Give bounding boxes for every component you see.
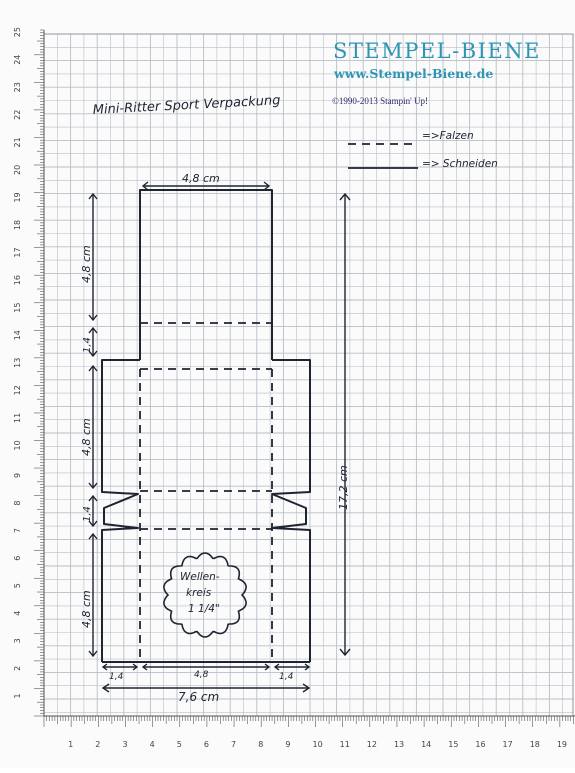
- grid-paper: [44, 34, 573, 716]
- ruler-label: 1: [68, 740, 74, 749]
- brand-name: STEMPEL-BIENE: [333, 39, 541, 63]
- ruler-label: 3: [122, 740, 128, 749]
- ruler-label: 13: [393, 740, 405, 749]
- ruler-label: 7: [231, 740, 237, 749]
- ruler-label: 14: [421, 740, 432, 749]
- cut-right-flaps: [272, 360, 310, 662]
- punch-label-2: kreis: [186, 587, 212, 599]
- grid-border: [44, 34, 573, 716]
- ruler-label: 8: [13, 500, 22, 506]
- ruler-label: 3: [13, 638, 22, 644]
- label-panel-2: 4,8 cm: [80, 418, 93, 456]
- label-strip-2: 1,4: [82, 506, 93, 522]
- label-bottom-left: 1,4: [109, 672, 124, 682]
- ruler-label: 20: [13, 164, 22, 175]
- ruler-label: 12: [366, 740, 377, 749]
- ruler-label: 15: [13, 302, 22, 313]
- copyright: ©1990-2013 Stampin' Up!: [332, 96, 428, 106]
- ruler-label: 11: [339, 740, 350, 749]
- label-panel-1: 4,8 cm: [80, 245, 93, 283]
- label-strip-1: 1,4: [82, 337, 93, 353]
- ruler-label: 24: [13, 54, 22, 65]
- legend-cut-label: => Schneiden: [422, 158, 498, 170]
- ruler-label: 15: [448, 740, 459, 749]
- ruler-label: 7: [13, 528, 22, 534]
- ruler-label: 4: [149, 740, 155, 749]
- page-title: Mini-Ritter Sport Verpackung: [92, 93, 281, 118]
- legend-fold-label: =>Falzen: [422, 130, 474, 142]
- ruler-label: 9: [13, 472, 22, 479]
- label-top-width: 4,8 cm: [182, 172, 220, 185]
- ruler-label: 22: [13, 109, 22, 120]
- ruler-label: 21: [13, 137, 22, 148]
- ruler-label: 2: [13, 665, 22, 671]
- cut-left-flaps: [102, 360, 140, 662]
- label-bottom-total: 7,6 cm: [178, 690, 220, 704]
- ruler-label: 6: [203, 740, 209, 749]
- ruler-label: 6: [13, 555, 22, 561]
- label-bottom-right: 1,4: [279, 672, 294, 682]
- ruler-label: 19: [556, 740, 568, 749]
- ruler-label: 17: [13, 247, 22, 258]
- ruler-label: 4: [13, 610, 22, 616]
- ruler-label: 2: [95, 740, 101, 749]
- bottom-ruler: [44, 716, 575, 749]
- ruler-label: 17: [502, 740, 513, 749]
- brand-url: www.Stempel-Biene.de: [334, 66, 494, 81]
- ruler-label: 9: [285, 740, 291, 749]
- ruler-label: 12: [13, 385, 22, 396]
- ruler-label: 25: [13, 27, 22, 38]
- ruler-label: 14: [13, 330, 22, 341]
- ruler-label: 18: [529, 740, 540, 749]
- label-panel-3: 4,8 cm: [80, 590, 93, 628]
- ruler-label: 5: [13, 583, 22, 589]
- ruler-label: 13: [13, 357, 22, 368]
- ruler-label: 5: [176, 740, 182, 749]
- ruler-label: 11: [13, 412, 22, 423]
- ruler-label: 8: [258, 740, 264, 749]
- ruler-label: 10: [312, 740, 323, 749]
- ruler-label: 1: [13, 693, 22, 699]
- ruler-label: 16: [13, 275, 22, 286]
- legend: [348, 144, 418, 168]
- ruler-label: 10: [13, 440, 22, 451]
- punch-label-1: Wellen-: [180, 571, 220, 583]
- ruler-label: 19: [13, 192, 22, 203]
- ruler-label: 23: [13, 82, 22, 93]
- ruler-label: 18: [13, 219, 22, 231]
- label-bottom-center: 4,8: [194, 670, 209, 680]
- label-total-height: 17,2 cm: [337, 465, 350, 510]
- ruler-label: 16: [475, 740, 486, 749]
- punch-label-3: 1 1/4": [188, 603, 220, 615]
- cut-top-panel: [140, 190, 272, 360]
- left-ruler: [13, 27, 44, 716]
